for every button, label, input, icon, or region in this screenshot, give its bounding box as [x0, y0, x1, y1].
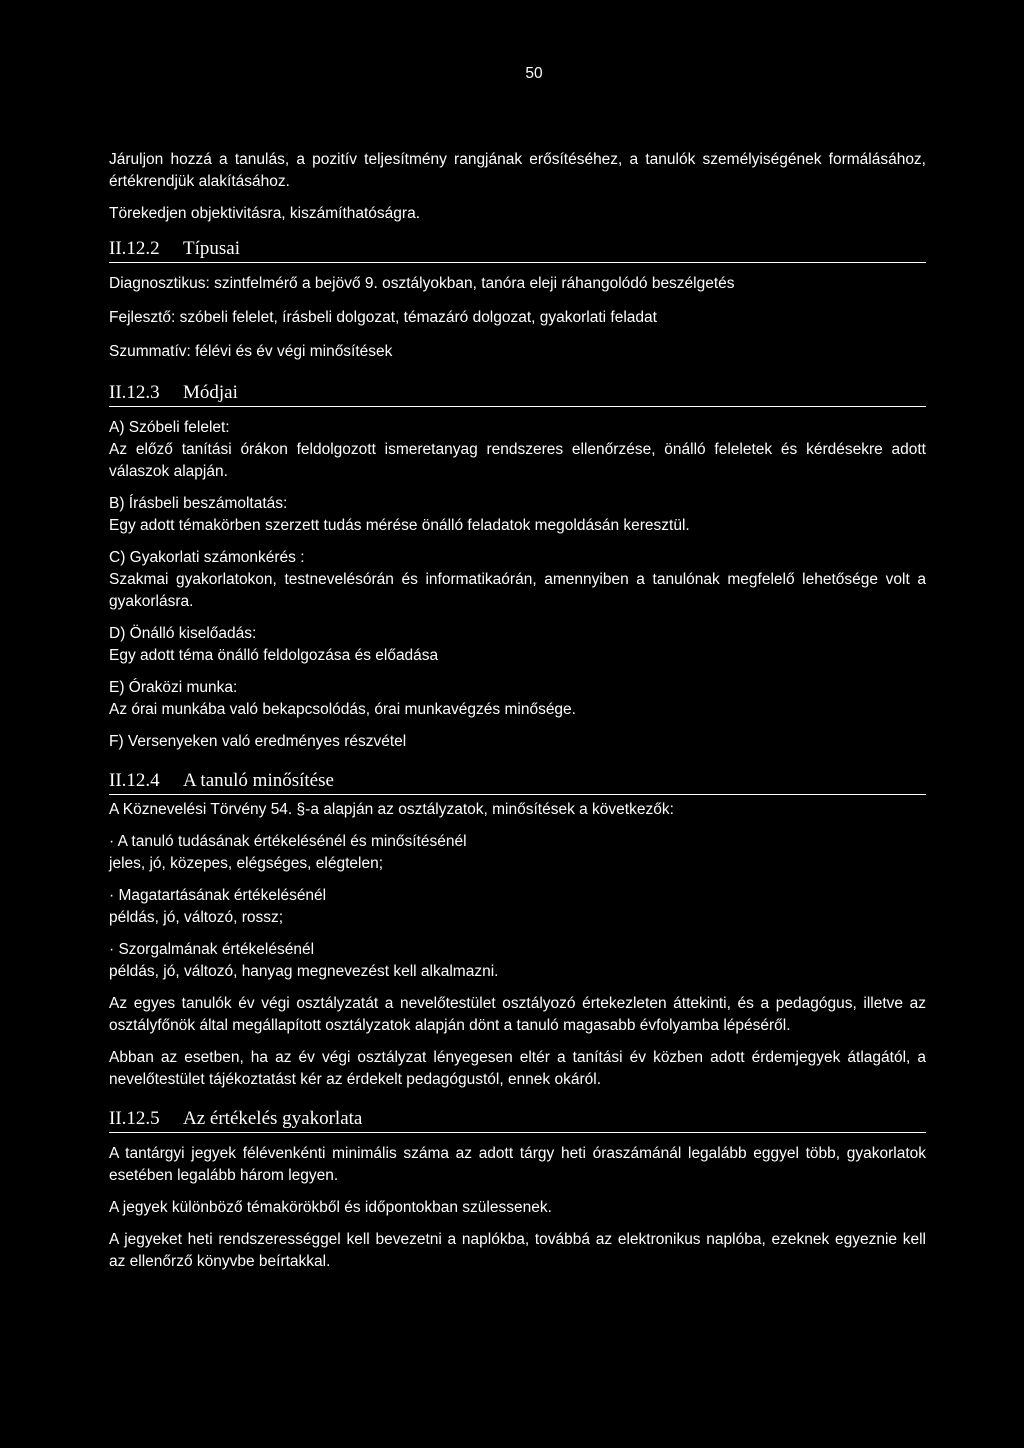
- method-label-a: A) Szóbeli felelet:: [109, 419, 230, 436]
- section-title: Típusai: [183, 238, 240, 259]
- method-label-b: B) Írásbeli beszámoltatás:: [109, 495, 288, 512]
- section-title: A tanuló minősítése: [183, 770, 334, 791]
- method-label-f: F) Versenyeken való eredményes részvétel: [109, 733, 407, 750]
- method-text-c: Szakmai gyakorlatokon, testnevelésórán és informatikaórán, amennyiben a tanulónak megfelelő lehetősége volt a gyakorlásra.: [109, 571, 926, 610]
- intro-paragraph-2: Törekedjen objektivitásra, kiszámíthatóságra.: [109, 205, 421, 222]
- section-heading-grading: [109, 769, 926, 795]
- grading-item-label: · A tanuló tudásának értékelésénél és minősítésénél: [109, 833, 467, 850]
- method-label-e: E) Óraközi munka:: [109, 679, 238, 696]
- section-title: Az értékelés gyakorlata: [183, 1108, 363, 1129]
- section-number: II.12.4: [109, 770, 160, 791]
- types-item-diagnostic: Diagnosztikus: szintfelmérő a bejövő 9. osztályokban, tanóra eleji ráhangolódó beszélgetés: [109, 275, 735, 292]
- grading-item-label: · Magatartásának értékelésénél: [109, 887, 327, 904]
- section-number: II.12.2: [109, 238, 160, 259]
- section-heading-practice: [109, 1107, 926, 1133]
- types-item-formative: Fejlesztő: szóbeli felelet, írásbeli dolgozat, témazáró dolgozat, gyakorlati feladat: [109, 309, 657, 326]
- grading-paragraph-2: Abban az esetben, ha az év végi osztályzat lényegesen eltér a tanítási év közben adott érdemjegyek átlagától, a nevelőtestület tájékoztatást kér az érdekelt pedagógustól, ennek okáról.: [109, 1049, 926, 1088]
- method-text-a: Az előző tanítási órákon feldolgozott ismeretanyag rendszeres ellenőrzése, önálló feleletek és kérdésekre adott válaszok alapján.: [109, 441, 926, 480]
- grading-item-text: példás, jó, változó, hanyag megnevezést kell alkalmazni.: [109, 963, 499, 980]
- grading-item-text: jeles, jó, közepes, elégséges, elégtelen;: [109, 855, 384, 872]
- section-number: II.12.5: [109, 1108, 160, 1129]
- document-body: [109, 149, 926, 1273]
- practice-paragraph-3: A jegyeket heti rendszerességgel kell bevezetni a naplókba, továbbá az elektronikus naplóba, ezeknek egyeznie kell az ellenőrző könyvbe beírtakkal.: [109, 1231, 926, 1270]
- section-heading-types: [109, 237, 926, 263]
- section-heading-methods: [109, 381, 926, 407]
- section-title: Módjai: [183, 382, 238, 403]
- types-item-summative: Szummatív: félévi és év végi minősítések: [109, 343, 393, 360]
- grading-item-label: · Szorgalmának értékelésénél: [109, 941, 315, 958]
- method-text-d: Egy adott téma önálló feldolgozása és előadása: [109, 647, 439, 664]
- grading-intro: A Köznevelési Törvény 54. §-a alapján az osztályzatok, minősítések a következők:: [109, 801, 674, 818]
- intro-paragraph-1: Járuljon hozzá a tanulás, a pozitív teljesítmény rangjának erősítéséhez, a tanulók személyiségének formálásához, értékrendjük alakításához.: [109, 151, 926, 190]
- method-label-c: C) Gyakorlati számonkérés :: [109, 549, 305, 566]
- page-number: 50: [525, 65, 543, 82]
- grading-item-text: példás, jó, változó, rossz;: [109, 909, 284, 926]
- practice-paragraph-2: A jegyek különböző témakörökből és időpontokban szülessenek.: [109, 1199, 552, 1216]
- method-text-b: Egy adott témakörben szerzett tudás mérése önálló feladatok megoldásán keresztül.: [109, 517, 690, 534]
- method-text-e: Az órai munkába való bekapcsolódás, órai munkavégzés minősége.: [109, 701, 576, 718]
- method-label-d: D) Önálló kiselőadás:: [109, 625, 257, 642]
- practice-paragraph-1: A tantárgyi jegyek félévenkénti minimális száma az adott tárgy heti óraszámánál legalább eggyel több, gyakorlatok esetében legalább három legyen.: [109, 1145, 926, 1184]
- grading-paragraph-1: Az egyes tanulók év végi osztályzatát a nevelőtestület osztályozó értekezleten áttekinti, és a pedagógus, illetve az osztályfőnök által megállapított osztályzatok alapján dönt a tanuló magasabb évfolyamba lépéséről.: [109, 995, 926, 1034]
- section-number: II.12.3: [109, 382, 160, 403]
